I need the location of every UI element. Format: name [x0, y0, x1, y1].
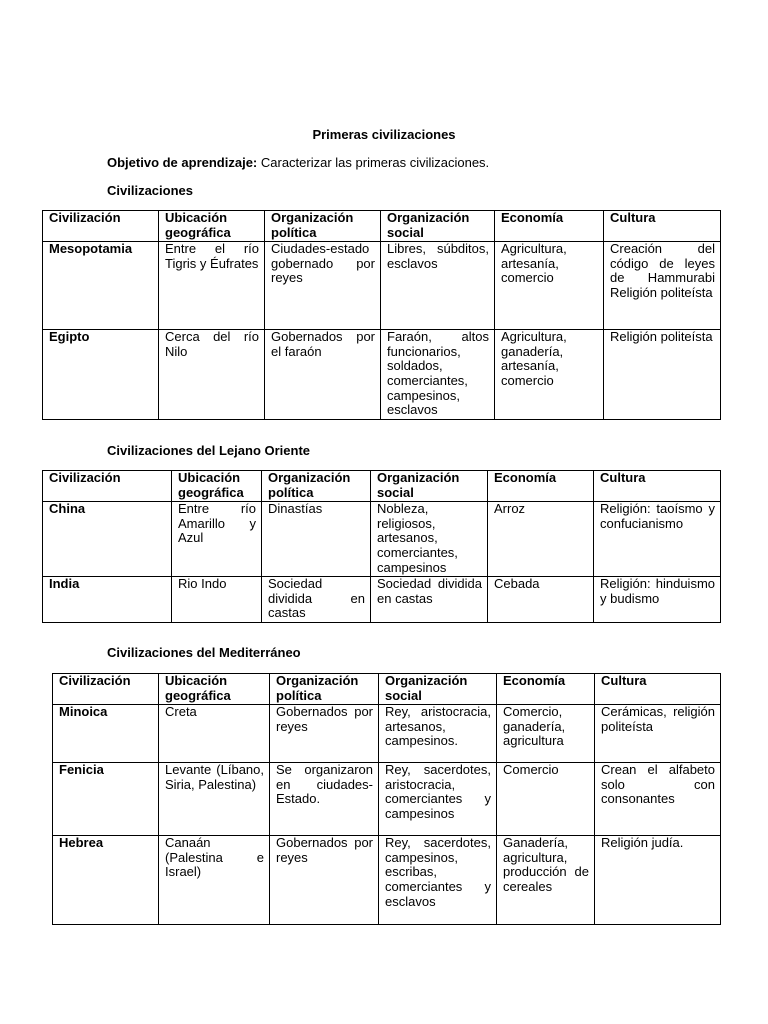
cell-cultura: Religión: hinduismo y budismo — [594, 577, 721, 623]
column-header: Organización política — [270, 674, 379, 705]
table-row — [53, 836, 721, 925]
column-header: Organización social — [379, 674, 497, 705]
column-header: Organización política — [265, 211, 381, 242]
cell-ubicacion: Entre río Amarillo y Azul — [172, 502, 262, 577]
cell-social: Rey, sacerdotes, campesinos, escribas, comerciantes y esclavos — [379, 836, 497, 925]
cell-social: Rey, aristocracia, artesanos, campesinos. — [379, 705, 497, 763]
cell-politica: Gobernados por reyes — [270, 705, 379, 763]
table-civilizaciones — [42, 210, 721, 420]
column-header: Civilización — [43, 211, 159, 242]
table-header-row — [43, 471, 721, 502]
column-header: Economía — [488, 471, 594, 502]
column-header: Cultura — [604, 211, 721, 242]
cell-cultura: Religión politeísta — [604, 330, 721, 420]
cell-ubicacion: Rio Indo — [172, 577, 262, 623]
column-header: Ubicación geográfica — [172, 471, 262, 502]
cell-politica: Sociedad dividida en castas — [262, 577, 371, 623]
table-row — [43, 502, 721, 577]
cell-politica: Gobernados por el faraón — [265, 330, 381, 420]
section-heading-mediterraneo: Civilizaciones del Mediterráneo — [107, 645, 301, 660]
table-row — [53, 705, 721, 763]
table-row — [53, 763, 721, 836]
column-header: Organización social — [381, 211, 495, 242]
cell-ubicacion: Cerca del río Nilo — [159, 330, 265, 420]
cell-ubicacion: Creta — [159, 705, 270, 763]
column-header: Civilización — [53, 674, 159, 705]
cell-ubicacion: Entre el río Tigris y Éufrates — [159, 242, 265, 330]
cell-civilizacion: Minoica — [53, 705, 159, 763]
cell-economia: Agricultura, artesanía, comercio — [495, 242, 604, 330]
cell-social: Faraón, altos funcionarios, soldados, comerciantes, campesinos, esclavos — [381, 330, 495, 420]
cell-civilizacion: Fenicia — [53, 763, 159, 836]
table-mediterraneo — [52, 673, 721, 925]
cell-cultura: Cerámicas, religión politeísta — [595, 705, 721, 763]
cell-economia: Arroz — [488, 502, 594, 577]
cell-social: Nobleza, religiosos, artesanos, comerciantes, campesinos — [371, 502, 488, 577]
table-header-row — [43, 211, 721, 242]
column-header: Economía — [497, 674, 595, 705]
section-heading-civilizaciones: Civilizaciones — [107, 183, 193, 198]
cell-social: Rey, sacerdotes, aristocracia, comerciantes y campesinos — [379, 763, 497, 836]
column-header: Civilización — [43, 471, 172, 502]
column-header: Organización social — [371, 471, 488, 502]
cell-ubicacion: Canaán (Palestina e Israel) — [159, 836, 270, 925]
cell-civilizacion: Mesopotamia — [43, 242, 159, 330]
column-header: Organización política — [262, 471, 371, 502]
cell-economia: Agricultura, ganadería, artesanía, comercio — [495, 330, 604, 420]
cell-economia: Ganadería, agricultura, producción de cereales — [497, 836, 595, 925]
cell-civilizacion: Hebrea — [53, 836, 159, 925]
cell-politica: Gobernados por reyes — [270, 836, 379, 925]
cell-economia: Comercio — [497, 763, 595, 836]
cell-politica: Dinastías — [262, 502, 371, 577]
column-header: Economía — [495, 211, 604, 242]
column-header: Cultura — [595, 674, 721, 705]
cell-social: Libres, súbditos, esclavos — [381, 242, 495, 330]
column-header: Cultura — [594, 471, 721, 502]
table-header-row — [53, 674, 721, 705]
cell-civilizacion: Egipto — [43, 330, 159, 420]
column-header: Ubicación geográfica — [159, 674, 270, 705]
cell-social: Sociedad dividida en castas — [371, 577, 488, 623]
objective-text: Caracterizar las primeras civilizaciones. — [257, 155, 490, 170]
cell-civilizacion: India — [43, 577, 172, 623]
cell-cultura: Religión judía. — [595, 836, 721, 925]
cell-ubicacion: Levante (Líbano, Siria, Palestina) — [159, 763, 270, 836]
cell-economia: Cebada — [488, 577, 594, 623]
column-header: Ubicación geográfica — [159, 211, 265, 242]
table-lejano-oriente — [42, 470, 721, 623]
cell-cultura: Crean el alfabeto solo con consonantes — [595, 763, 721, 836]
objective-label: Objetivo de aprendizaje: — [107, 155, 258, 170]
table-row — [43, 330, 721, 420]
table-row — [43, 577, 721, 623]
cell-economia: Comercio, ganadería, agricultura — [497, 705, 595, 763]
learning-objective — [107, 156, 489, 171]
cell-politica: Ciudades-estado gobernado por reyes — [265, 242, 381, 330]
section-heading-lejano-oriente: Civilizaciones del Lejano Oriente — [107, 443, 311, 458]
page-title: Primeras civilizaciones — [312, 127, 456, 142]
cell-politica: Se organizaron en ciudades-Estado. — [270, 763, 379, 836]
cell-cultura: Religión: taoísmo y confucianismo — [594, 502, 721, 577]
cell-civilizacion: China — [43, 502, 172, 577]
cell-cultura: Creación del código de leyes de Hammurabi Religión politeísta — [604, 242, 721, 330]
table-row — [43, 242, 721, 330]
